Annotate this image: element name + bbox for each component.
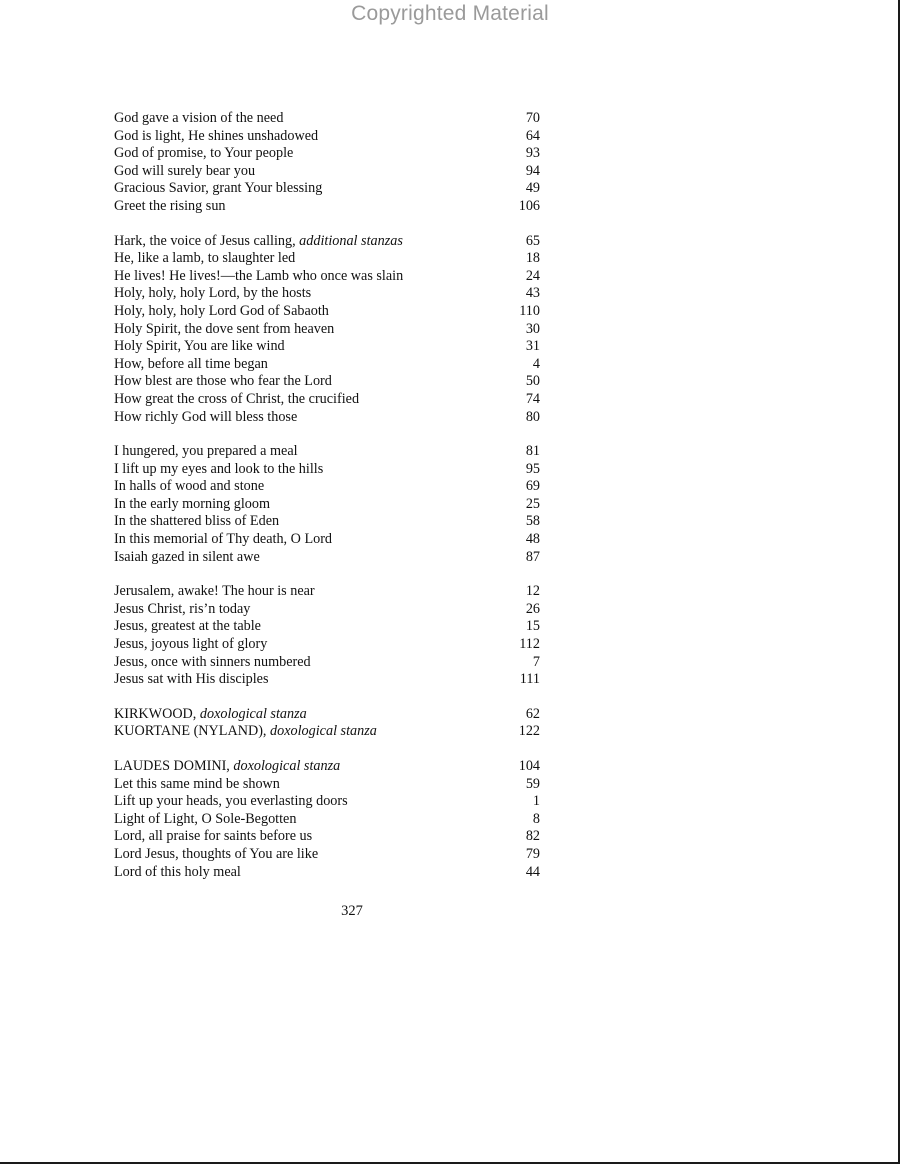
hymn-title-note: doxological stanza [199, 705, 307, 722]
index-entry [114, 198, 540, 216]
hymn-title-note: additional stanzas [299, 232, 403, 249]
hymn-number: 62 [525, 705, 540, 722]
index-entry [114, 793, 540, 811]
hymn-number: 81 [525, 443, 540, 460]
hymn-title-text: Jesus Christ, ris’n today [114, 600, 251, 617]
hymn-title-text: Holy Spirit, the dove sent from heaven [114, 320, 335, 337]
hymn-number: 82 [525, 828, 540, 845]
hymn-title-text: I hungered, you prepared a meal [114, 443, 298, 460]
hymn-number: 69 [525, 478, 540, 495]
hymn-title [114, 723, 377, 741]
hymn-number: 110 [519, 302, 540, 319]
hymn-title-text: I lift up my eyes and look to the hills [114, 460, 324, 477]
hymn-title-text: He, like a lamb, to slaughter led [114, 250, 296, 267]
hymn-number: 24 [525, 267, 540, 284]
index-entry [114, 443, 540, 461]
hymn-title [114, 758, 340, 776]
hymn-title [114, 163, 255, 181]
hymn-number: 122 [518, 723, 540, 740]
hymn-title-text: Jerusalem, awake! The hour is near [114, 583, 315, 600]
hymn-title-text: In this memorial of Thy death, O Lord [114, 531, 333, 548]
index-entry [114, 758, 540, 776]
hymn-title [114, 549, 260, 567]
hymn-number: 59 [525, 775, 540, 792]
hymn-number: 106 [518, 197, 540, 214]
hymn-title-text: God is light, He shines unshadowed [114, 127, 319, 144]
hymn-number: 1 [532, 793, 540, 810]
index-letter-group [114, 110, 540, 216]
hymn-title-text: How richly God will bless those [114, 408, 298, 425]
hymn-title-text: God will surely bear you [114, 162, 256, 179]
index-entry [114, 145, 540, 163]
hymn-number: 112 [519, 636, 540, 653]
hymn-number: 80 [525, 408, 540, 425]
hymn-title [114, 303, 329, 321]
page-number: 327 [341, 903, 363, 919]
hymn-title [114, 110, 283, 128]
index-entry [114, 409, 540, 427]
hymn-title [114, 198, 226, 216]
hymn-title-text: Lift up your heads, you everlasting doors [114, 793, 348, 810]
index-entry [114, 549, 540, 567]
index-entry [114, 846, 540, 864]
hymn-title [114, 513, 279, 531]
index-entry [114, 461, 540, 479]
hymn-title [114, 373, 332, 391]
hymn-title-text: Holy Spirit, You are like wind [114, 338, 285, 355]
hymn-title [114, 864, 241, 882]
hymn-title [114, 671, 268, 689]
hymn-number: 70 [525, 110, 540, 126]
hymn-number: 104 [518, 758, 540, 774]
hymn-number: 74 [525, 390, 540, 407]
index-entry [114, 285, 540, 303]
hymn-title-text: Gracious Savior, grant Your blessing [114, 180, 323, 197]
index-letter-group [114, 443, 540, 566]
index-entry [114, 513, 540, 531]
hymn-title-text: How, before all time began [114, 355, 268, 372]
hymn-title-text: In halls of wood and stone [114, 478, 265, 495]
hymn-number: 8 [532, 810, 540, 827]
hymn-title [114, 391, 359, 409]
hymn-title [114, 478, 264, 496]
hymn-number: 64 [525, 127, 540, 144]
index-entry [114, 776, 540, 794]
hymn-title [114, 654, 311, 672]
index-entry [114, 478, 540, 496]
hymn-title [114, 321, 334, 339]
hymn-title-text: God gave a vision of the need [114, 110, 284, 126]
hymn-title [114, 531, 332, 549]
hymn-number: 18 [525, 250, 540, 267]
hymn-title [114, 811, 296, 829]
index-entry [114, 671, 540, 689]
hymn-number: 87 [525, 548, 540, 565]
hymn-number: 93 [525, 145, 540, 162]
hymn-title-text: Light of Light, O Sole-Begotten [114, 810, 297, 827]
hymn-number: 49 [525, 180, 540, 197]
hymn-title [114, 180, 322, 198]
hymn-number: 111 [519, 671, 540, 688]
index-entry [114, 706, 540, 724]
index-entry [114, 654, 540, 672]
hymn-title-text: KIRKWOOD, [114, 705, 200, 722]
hymn-number: 43 [525, 285, 540, 302]
hymn-title-text: Jesus, greatest at the table [114, 618, 261, 635]
index-entry [114, 618, 540, 636]
hymn-number: 95 [525, 460, 540, 477]
hymn-title-text: Jesus, once with sinners numbered [114, 653, 311, 670]
index-letter-group [114, 706, 540, 741]
index-entry [114, 583, 540, 601]
hymn-number: 65 [525, 232, 540, 249]
hymn-number: 58 [525, 513, 540, 530]
hymn-title [114, 828, 312, 846]
hymn-title [114, 793, 348, 811]
index-entry [114, 864, 540, 882]
hymn-number: 94 [525, 162, 540, 179]
hymn-title-text: He lives! He lives!—the Lamb who once was slain [114, 267, 404, 284]
hymn-title [114, 145, 293, 163]
index-entry [114, 128, 540, 146]
index-entry [114, 356, 540, 374]
index-entry [114, 531, 540, 549]
hymn-number: 4 [532, 355, 540, 372]
index-letter-group [114, 758, 540, 881]
copyright-watermark: Copyrighted Material [351, 2, 549, 25]
hymn-number: 44 [525, 863, 540, 880]
hymn-title-text: Isaiah gazed in silent awe [114, 548, 260, 565]
hymn-number: 25 [525, 495, 540, 512]
hymn-title [114, 250, 295, 268]
hymn-title-text: Holy, holy, holy Lord God of Sabaoth [114, 302, 329, 319]
hymn-title [114, 583, 315, 601]
index-entry [114, 636, 540, 654]
hymn-title-text: Lord Jesus, thoughts of You are like [114, 845, 319, 862]
hymn-title-text: Holy, holy, holy Lord, by the hosts [114, 285, 312, 302]
hymn-title [114, 706, 307, 724]
hymn-title-text: Lord, all praise for saints before us [114, 828, 313, 845]
index-entry [114, 828, 540, 846]
hymn-title [114, 846, 318, 864]
hymn-title [114, 618, 261, 636]
index-letter-group [114, 583, 540, 689]
hymn-title-text: Hark, the voice of Jesus calling, [114, 232, 300, 249]
hymn-title-text: KUORTANE (NYLAND), [114, 723, 271, 740]
index-entry [114, 338, 540, 356]
index-entry [114, 180, 540, 198]
hymn-title [114, 285, 311, 303]
hymn-number: 48 [525, 531, 540, 548]
hymn-title-note: doxological stanza [270, 723, 377, 740]
hymn-number: 50 [525, 373, 540, 390]
hymn-title-text: In the early morning gloom [114, 495, 271, 512]
index-entry [114, 268, 540, 286]
index-entry [114, 391, 540, 409]
index-entry [114, 303, 540, 321]
hymn-title [114, 268, 403, 286]
index-entry [114, 373, 540, 391]
hymn-title-text: Jesus, joyous light of glory [114, 636, 268, 653]
hymn-number: 15 [525, 618, 540, 635]
hymn-title [114, 128, 318, 146]
index-entry [114, 233, 540, 251]
index-entry [114, 250, 540, 268]
hymn-title-text: How blest are those who fear the Lord [114, 373, 332, 390]
hymn-title-note: doxological stanza [233, 758, 341, 774]
hymn-number: 31 [525, 338, 540, 355]
index-entry [114, 601, 540, 619]
hymn-title-text: God of promise, to Your people [114, 145, 294, 162]
index-entry [114, 163, 540, 181]
hymn-index-list [114, 110, 540, 898]
hymn-number: 12 [525, 583, 540, 600]
hymn-title [114, 409, 297, 427]
hymn-title [114, 338, 285, 356]
index-entry [114, 321, 540, 339]
index-entry [114, 110, 540, 128]
hymn-title-text: LAUDES DOMINI, [114, 758, 234, 774]
index-entry [114, 496, 540, 514]
index-entry [114, 723, 540, 741]
hymn-title-text: Jesus sat with His disciples [114, 671, 269, 688]
index-letter-group [114, 233, 540, 427]
hymn-title-text: In the shattered bliss of Eden [114, 513, 280, 530]
hymn-title [114, 356, 268, 374]
hymn-title [114, 776, 280, 794]
hymn-title [114, 636, 267, 654]
hymn-title [114, 461, 323, 479]
hymn-number: 79 [525, 845, 540, 862]
hymn-title [114, 601, 250, 619]
hymn-title-text: Greet the rising sun [114, 197, 226, 214]
hymn-title-text: Lord of this holy meal [114, 863, 241, 880]
hymn-title-text: How great the cross of Christ, the crucified [114, 390, 360, 407]
hymn-title-text: Let this same mind be shown [114, 775, 280, 792]
hymn-number: 7 [532, 653, 540, 670]
hymn-title [114, 496, 270, 514]
index-entry [114, 811, 540, 829]
hymn-number: 26 [525, 600, 540, 617]
hymn-number: 30 [525, 320, 540, 337]
hymn-title [114, 443, 298, 461]
hymn-title [114, 233, 403, 251]
